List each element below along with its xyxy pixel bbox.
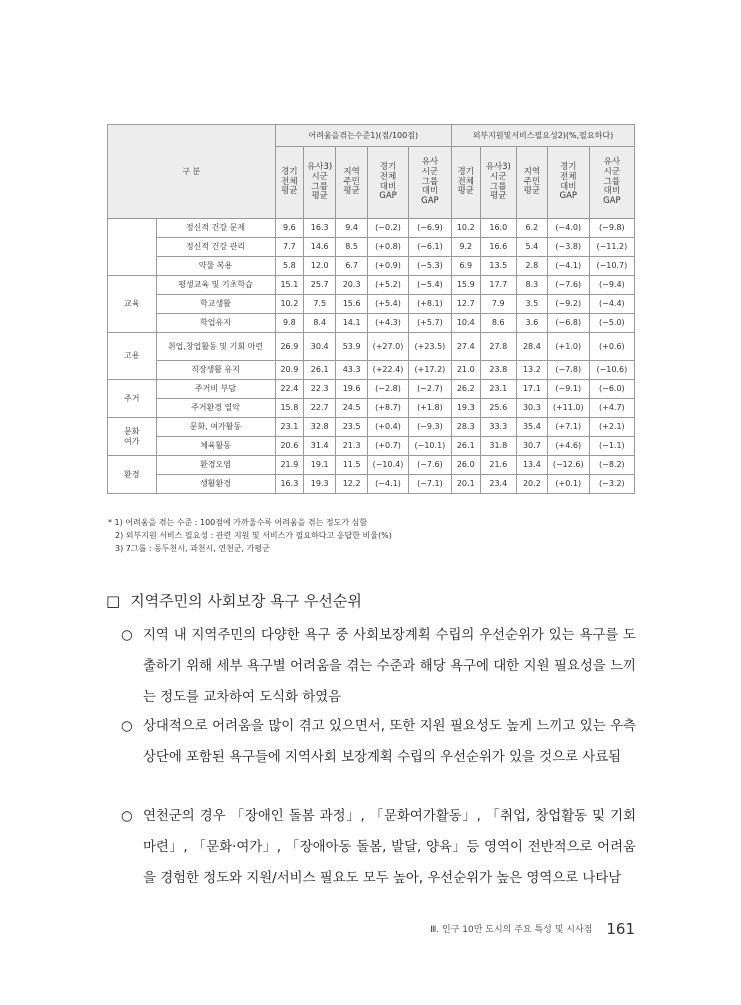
value-cell: 43.3 [336,361,368,380]
value-cell: 5.8 [275,257,304,276]
row-label-cell: 직장생활 유지 [156,361,275,380]
subcolumn-header: 경기 전체 대비 GAP [547,147,589,219]
value-cell: 17.1 [516,380,547,399]
row-label-cell: 문화, 여가활동 [156,418,275,437]
subcolumn-header: 경기 전체 평균 [275,147,304,219]
value-cell: 9.8 [275,314,304,333]
value-cell: 6.9 [451,257,480,276]
value-cell: 2.8 [516,257,547,276]
value-cell: 26.2 [451,380,480,399]
subcolumn-header: 경기 전체 대비 GAP [368,147,409,219]
page-number: 161 [606,919,635,938]
value-cell: (+0.4) [368,418,409,437]
value-cell: (+7.1) [547,418,589,437]
value-cell: 35.4 [516,418,547,437]
value-cell: 13.5 [480,257,516,276]
value-cell: (+1.0) [547,333,589,361]
value-cell: 21.6 [480,456,516,475]
value-cell: (−5.4) [408,276,451,295]
value-cell: (−9.1) [547,380,589,399]
subcolumn-header: 유사3) 시군 그룹 평균 [480,147,516,219]
value-cell: 13.2 [516,361,547,380]
circle-bullet-icon: ○ [121,628,133,643]
group-label-cell [108,219,157,276]
footnote-3: 3) 7그룹 : 동두천시, 과천시, 연천군, 가평군 [115,544,270,553]
value-cell: (+4.6) [547,437,589,456]
group-label-cell: 교육 [108,276,157,333]
value-cell: 13.4 [516,456,547,475]
value-cell: 26.1 [304,361,336,380]
value-cell: (−0.2) [368,219,409,238]
value-cell: (−8.2) [589,456,634,475]
value-cell: (+0.9) [368,257,409,276]
value-cell: (−11.2) [589,238,634,257]
footnote-1: * 1) 어려움을 겪는 수준 : 100점에 가까울수록 어려움을 겪는 정도가 심함 [108,518,368,527]
value-cell: 15.8 [275,399,304,418]
section-title-text: 지역주민의 사회보장 욕구 우선순위 [130,592,362,610]
value-cell: 23.4 [480,475,516,494]
value-cell: 30.3 [516,399,547,418]
value-cell: 25.7 [304,276,336,295]
value-cell: 16.6 [480,238,516,257]
bullet-text: 상대적으로 어려움을 많이 겪고 있으면서, 또한 지원 필요성도 높게 느끼고 있는 우측 상단에 포함된 욕구들에 지역사회 보장계획 수립의 우선순위가 있을 것으로 사료됨 [143,719,636,765]
value-cell: 26.0 [451,456,480,475]
value-cell: (−7.1) [408,475,451,494]
bullet-text: 지역 내 지역주민의 다양한 욕구 중 사회보장계획 수립의 우선순위가 있는 욕구를 도출하기 위해 세부 욕구별 어려움을 겪는 수준과 해당 욕구에 대한 지원 필요성을 느끼는 정도를 교차하여 도식화 하였음 [143,628,636,705]
value-cell: 16.0 [480,219,516,238]
value-cell: (−4.0) [547,219,589,238]
subcolumn-header: 지역 주민 평균 [516,147,547,219]
table-header [108,125,635,219]
row-label-cell: 학업유지 [156,314,275,333]
value-cell: 17.7 [480,276,516,295]
page-footer [430,918,635,938]
group-label-cell: 문화 여가 [108,418,157,456]
value-cell: 7.9 [480,295,516,314]
value-cell: 53.9 [336,333,368,361]
row-label-cell: 체육활동 [156,437,275,456]
value-cell: (−4.1) [547,257,589,276]
value-cell: 16.3 [275,475,304,494]
value-cell: (−2.7) [408,380,451,399]
value-cell: (−12.6) [547,456,589,475]
value-cell: 12.7 [451,295,480,314]
value-cell: 26.9 [275,333,304,361]
value-cell: (+0.6) [589,333,634,361]
value-cell: 10.2 [451,219,480,238]
circle-bullet-icon: ○ [121,809,133,824]
value-cell: 28.3 [451,418,480,437]
value-cell: 22.4 [275,380,304,399]
table-row [108,361,635,380]
value-cell: (+11.0) [547,399,589,418]
value-cell: 14.6 [304,238,336,257]
value-cell: (−7.8) [547,361,589,380]
table-row [108,295,635,314]
value-cell: 7.5 [304,295,336,314]
row-label-cell: 학교생활 [156,295,275,314]
value-cell: (+8.1) [408,295,451,314]
value-cell: (−9.3) [408,418,451,437]
table-row [108,333,635,361]
value-cell: 21.0 [451,361,480,380]
bullet-paragraph [121,620,636,713]
value-cell: 19.6 [336,380,368,399]
subcolumn-header: 유사 시군 그룹 대비 GAP [589,147,634,219]
value-cell: 10.2 [275,295,304,314]
value-cell: (+5.2) [368,276,409,295]
value-cell: 26.1 [451,437,480,456]
value-cell: 8.6 [480,314,516,333]
square-bullet-icon: □ [106,592,121,610]
value-cell: 27.4 [451,333,480,361]
value-cell: (−9.2) [547,295,589,314]
value-cell: 33.3 [480,418,516,437]
value-cell: 10.4 [451,314,480,333]
value-cell: (−6.8) [547,314,589,333]
bullet-paragraph [121,801,636,894]
value-cell: 19.3 [451,399,480,418]
value-cell: 31.4 [304,437,336,456]
value-cell: 6.2 [516,219,547,238]
value-cell: (−6.1) [408,238,451,257]
value-cell: 15.1 [275,276,304,295]
circle-bullet-icon: ○ [121,719,133,734]
value-cell: (−2.8) [368,380,409,399]
value-cell: (−9.8) [589,219,634,238]
group-label-cell: 고용 [108,333,157,380]
value-cell: (+4.3) [368,314,409,333]
value-cell: (+8.7) [368,399,409,418]
support-need-group-header: 외부지원및서비스필요성2)(%,필요하다) [451,125,634,147]
value-cell: 9.6 [275,219,304,238]
value-cell: 3.5 [516,295,547,314]
row-label-cell: 생활환경 [156,475,275,494]
value-cell: 8.4 [304,314,336,333]
row-label-cell: 환경오염 [156,456,275,475]
table-row [108,475,635,494]
value-cell: (−1.1) [589,437,634,456]
value-cell: (+4.7) [589,399,634,418]
value-cell: (+17.2) [408,361,451,380]
table-row [108,380,635,399]
value-cell: (+27.0) [368,333,409,361]
value-cell: (+0.1) [547,475,589,494]
table-row [108,418,635,437]
value-cell: 15.6 [336,295,368,314]
value-cell: 20.6 [275,437,304,456]
category-header: 구 분 [108,125,276,219]
value-cell: (−7.6) [547,276,589,295]
running-footer-text: Ⅲ. 인구 10만 도시의 주요 특성 및 시사점 [430,925,593,935]
value-cell: 30.4 [304,333,336,361]
value-cell: 9.4 [336,219,368,238]
footnotes [108,516,392,555]
value-cell: 3.6 [516,314,547,333]
value-cell: (−10.6) [589,361,634,380]
value-cell: 12.0 [304,257,336,276]
value-cell: (−5.0) [589,314,634,333]
group-label-cell: 주거 [108,380,157,418]
value-cell: 7.7 [275,238,304,257]
row-label-cell: 주거비 부담 [156,380,275,399]
section-heading [106,590,362,611]
value-cell: (+5.7) [408,314,451,333]
value-cell: 14.1 [336,314,368,333]
table-row [108,399,635,418]
value-cell: 6.7 [336,257,368,276]
value-cell: 20.2 [516,475,547,494]
value-cell: (−6.0) [589,380,634,399]
value-cell: (−10.4) [368,456,409,475]
value-cell: (+0.7) [368,437,409,456]
value-cell: 27.8 [480,333,516,361]
value-cell: (−7.6) [408,456,451,475]
value-cell: 31.8 [480,437,516,456]
row-label-cell: 정신적 건강 관리 [156,238,275,257]
value-cell: (−5.3) [408,257,451,276]
value-cell: 24.5 [336,399,368,418]
table-row [108,276,635,295]
value-cell: (+1.8) [408,399,451,418]
table-body [108,219,635,494]
value-cell: (+2.1) [589,418,634,437]
subcolumn-header: 유사3) 시군 그룹 평균 [304,147,336,219]
subcolumn-header: 경기 전체 평균 [451,147,480,219]
value-cell: 20.1 [451,475,480,494]
value-cell: (−6.9) [408,219,451,238]
value-cell: 22.3 [304,380,336,399]
value-cell: 5.4 [516,238,547,257]
value-cell: 19.3 [304,475,336,494]
value-cell: (−10.1) [408,437,451,456]
value-cell: 8.5 [336,238,368,257]
value-cell: (−4.1) [368,475,409,494]
table-row [108,219,635,238]
value-cell: 20.3 [336,276,368,295]
value-cell: 23.5 [336,418,368,437]
value-cell: (+5.4) [368,295,409,314]
value-cell: (−3.2) [589,475,634,494]
value-cell: (+23.5) [408,333,451,361]
footnote-2: 2) 외부지원 서비스 필요성 : 관련 지원 및 서비스가 필요하다고 응답한 비율(%) [115,531,392,540]
table-row [108,456,635,475]
subcolumn-header: 유사 시군 그룹 대비 GAP [408,147,451,219]
group-label-cell: 환경 [108,456,157,494]
value-cell: (−9.4) [589,276,634,295]
header-row [108,125,635,147]
value-cell: 23.1 [480,380,516,399]
value-cell: (−10.7) [589,257,634,276]
row-label-cell: 취업,창업활동 및 기회 마련 [156,333,275,361]
value-cell: 23.1 [275,418,304,437]
value-cell: 32.8 [304,418,336,437]
value-cell: 25.6 [480,399,516,418]
value-cell: (+22.4) [368,361,409,380]
row-label-cell: 정신적 건강 문제 [156,219,275,238]
needs-table [107,124,635,494]
value-cell: 8.3 [516,276,547,295]
table-row [108,314,635,333]
value-cell: 9.2 [451,238,480,257]
value-cell: 19.1 [304,456,336,475]
value-cell: 11.5 [336,456,368,475]
value-cell: (+0.8) [368,238,409,257]
table-row [108,238,635,257]
value-cell: (−3.8) [547,238,589,257]
value-cell: (−4.4) [589,295,634,314]
value-cell: 12.2 [336,475,368,494]
value-cell: 21.9 [275,456,304,475]
table-row [108,437,635,456]
value-cell: 28.4 [516,333,547,361]
bullet-paragraph [121,711,636,773]
value-cell: 15.9 [451,276,480,295]
value-cell: 22.7 [304,399,336,418]
row-label-cell: 약물 복용 [156,257,275,276]
difficulty-group-header: 어려움을겪는수준1)(점/100점) [275,125,451,147]
value-cell: 20.9 [275,361,304,380]
subcolumn-header: 지역 주민 평균 [336,147,368,219]
value-cell: 16.3 [304,219,336,238]
value-cell: 21.3 [336,437,368,456]
bullet-text: 연천군의 경우 「장애인 돌봄 과정」, 「문화여가활동」, 「취업, 창업활동 및 기회 마련」, 「문화·여가」, 「장애아동 돌봄, 발달, 양육」등 영역이 전반적으로 어려움을 경험한 정도와 지원/서비스 필요도 모두 높아, 우선순위가 높은 영역으로 나타남 [143,809,636,886]
value-cell: 30.7 [516,437,547,456]
row-label-cell: 주거환경 열악 [156,399,275,418]
row-label-cell: 평생교육 및 기초학습 [156,276,275,295]
value-cell: 23.8 [480,361,516,380]
table-row [108,257,635,276]
